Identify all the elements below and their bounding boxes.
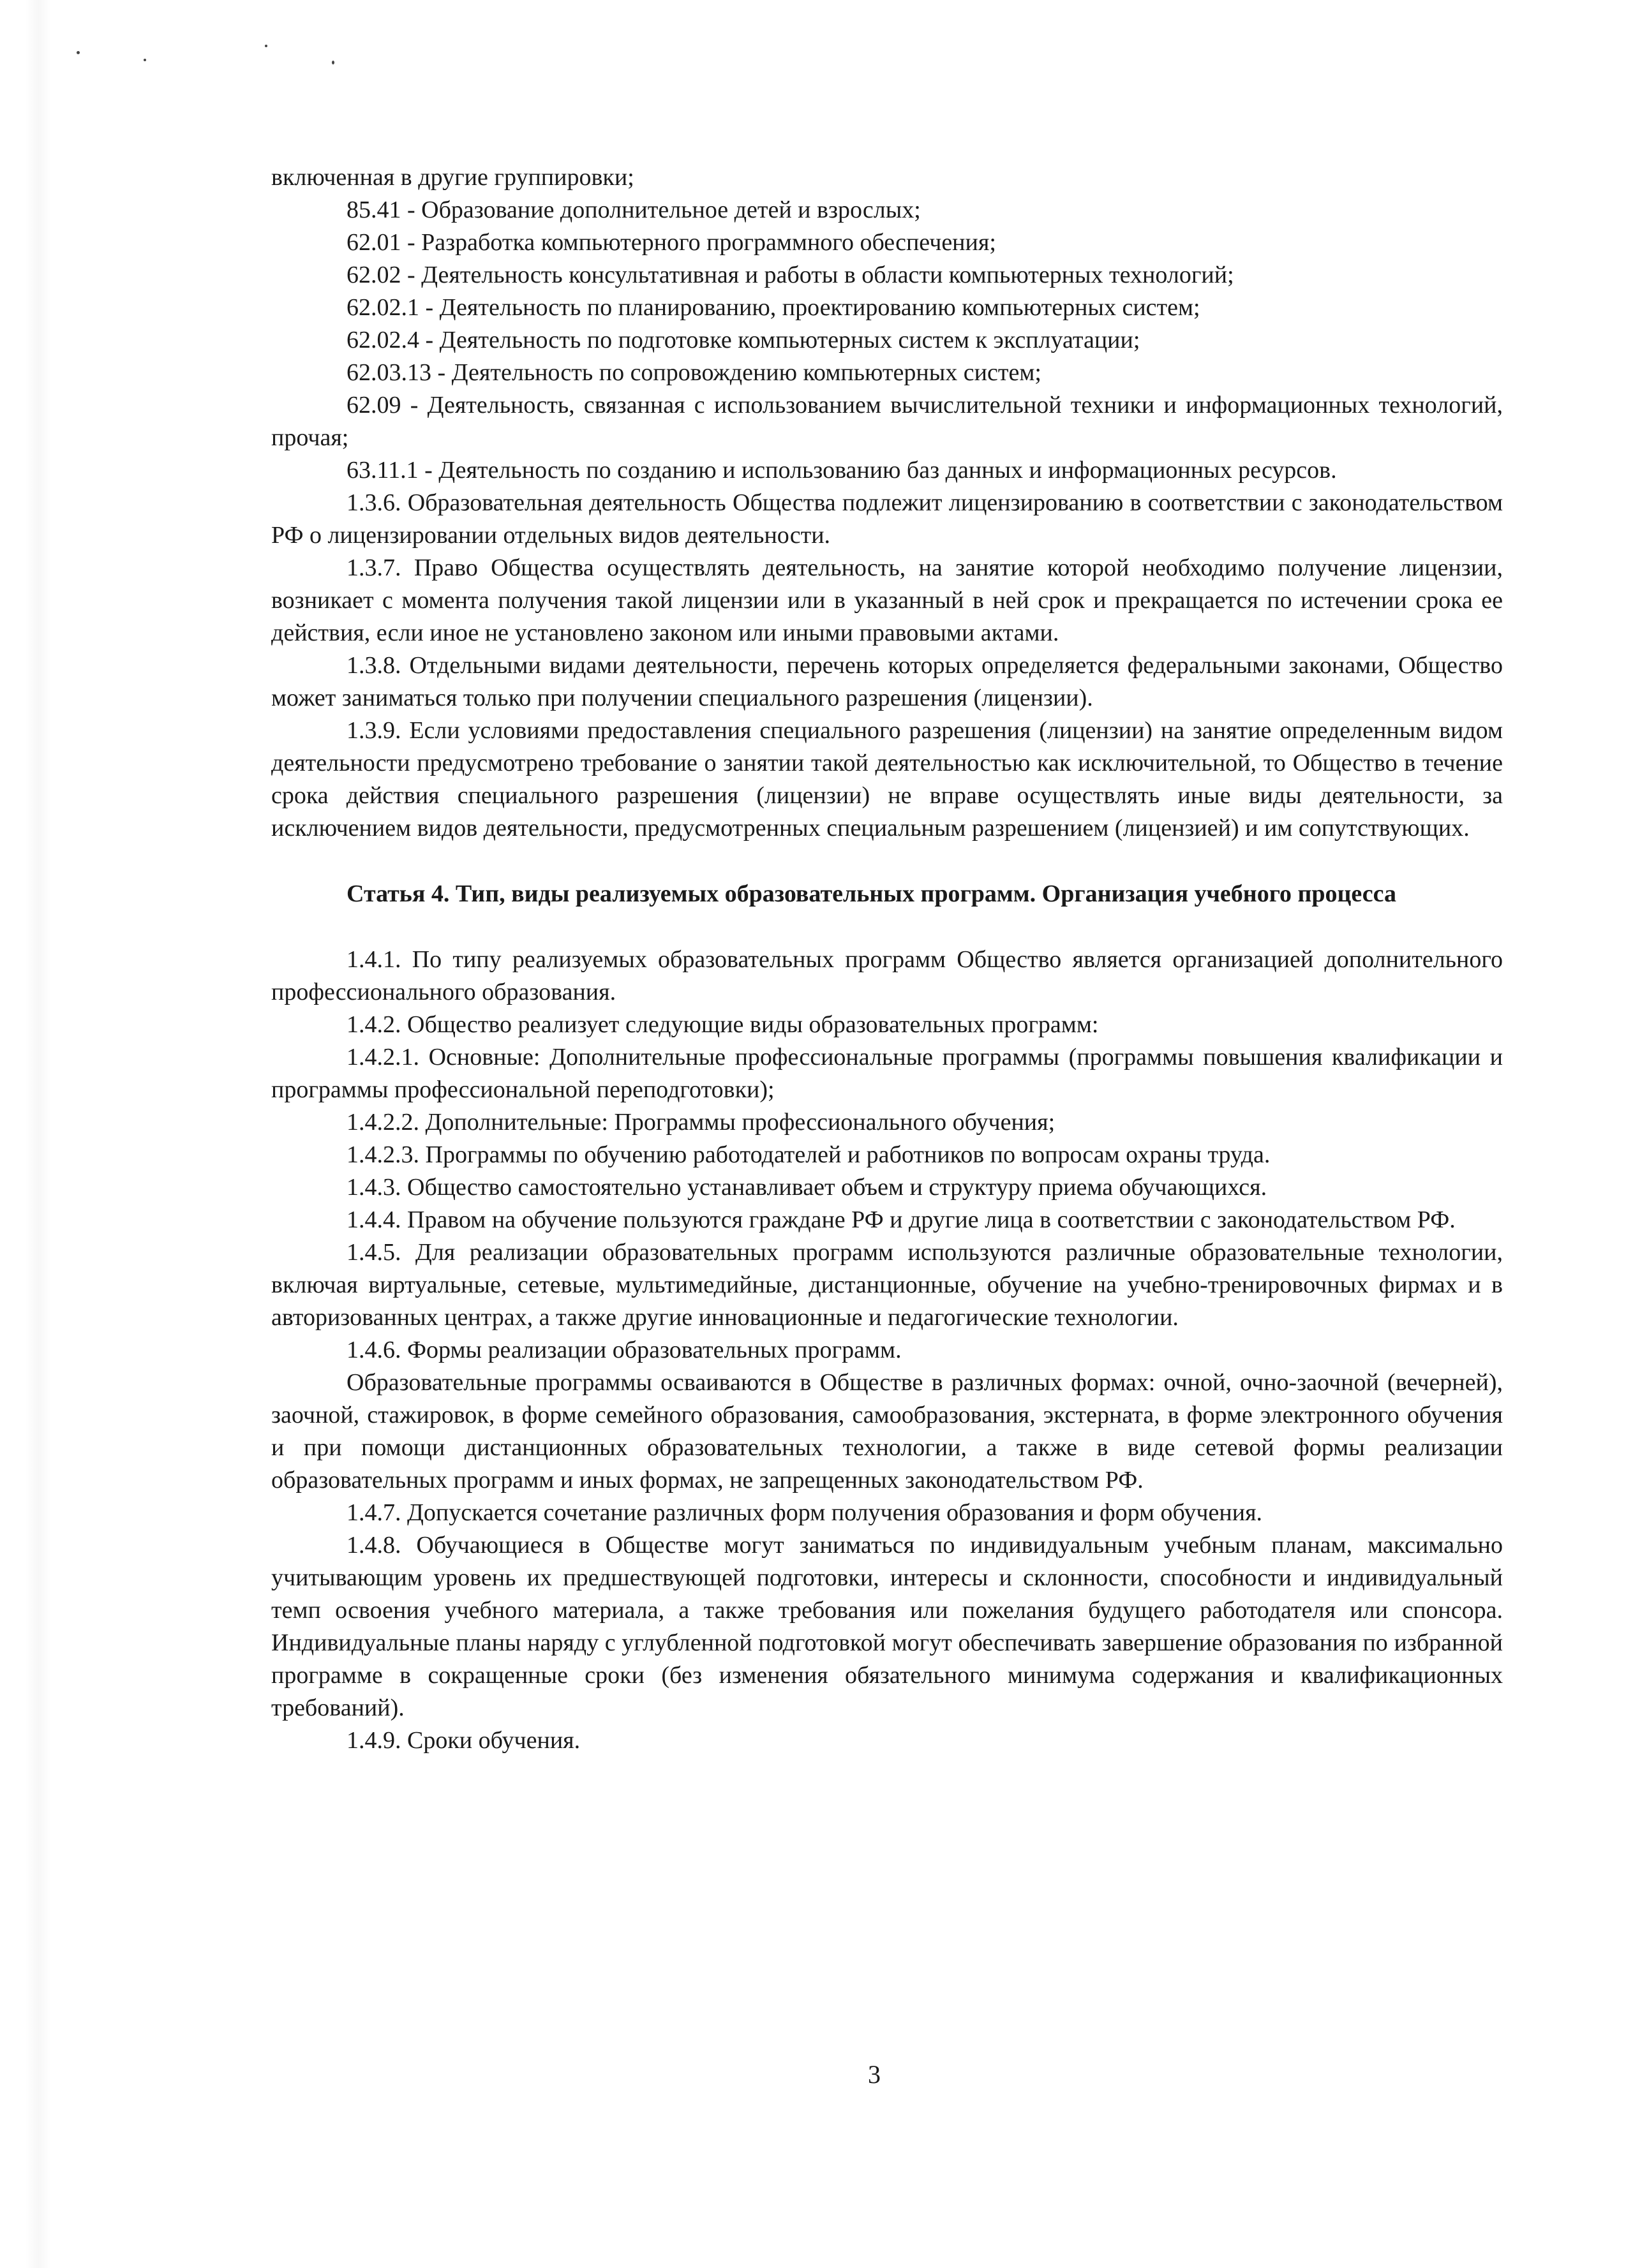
section-after-heading	[271, 944, 1503, 1757]
paragraph: 62.03.13 - Деятельность по сопровождению компьютерных систем;	[347, 359, 1041, 386]
paragraph: 62.01 - Разработка компьютерного программного обеспечения;	[347, 229, 996, 256]
section-before-heading	[271, 161, 1503, 845]
paragraph: 1.4.8. Обучающиеся в Обществе могут заниматься по индивидуальным учебным планам, максимально учитывающим уровень их предшествующей подготовки, интересы и склонности, способности и индивидуальный темп освоения учебного материала, а также требования или пожелания будущего работодателя или спонсора. Индивидуальные планы наряду с углубленной подготовкой могут обеспечивать завершение образования по избранной программе в сокращенные сроки (без изменения обязательного минимума содержания и квалификационных требований).	[271, 1532, 1503, 1721]
paragraph: включенная в другие группировки;	[271, 164, 634, 191]
paragraph: 1.3.8. Отдельными видами деятельности, перечень которых определяется федеральными законами, Общество может заниматься только при получении специального разрешения (лицензии).	[271, 652, 1503, 711]
paragraph: 1.4.4. Правом на обучение пользуются граждане РФ и другие лица в соответствии с законодательством РФ.	[347, 1206, 1456, 1233]
paragraph: 1.4.2.1. Основные: Дополнительные профессиональные программы (программы повышения квалификации и программы профессиональной переподготовки);	[271, 1044, 1503, 1103]
scan-edge-shadow	[26, 0, 51, 2268]
paragraph: 1.3.9. Если условиями предоставления специального разрешения (лицензии) на занятие определенным видом деятельности предусмотрено требование о занятии такой деятельностью как исключительной, то Общество в течение срока действия специального разрешения (лицензии) не вправе осуществлять иные виды деятельности, за исключением видов деятельности, предусмотренных специальным разрешением (лицензией) и им сопутствующих.	[271, 717, 1503, 841]
scan-speck	[77, 51, 80, 54]
paragraph: 1.4.6. Формы реализации образовательных программ.	[347, 1337, 902, 1363]
paragraph: 62.02 - Деятельность консультативная и работы в области компьютерных технологий;	[347, 262, 1234, 288]
paragraph: 62.02.4 - Деятельность по подготовке компьютерных систем к эксплуатации;	[347, 327, 1140, 353]
paragraph: 1.4.2. Общество реализует следующие виды образовательных программ:	[347, 1011, 1099, 1038]
paragraph: 1.3.6. Образовательная деятельность Общества подлежит лицензированию в соответствии с законодательством РФ о лицензировании отдельных видов деятельности.	[271, 489, 1503, 549]
scan-speck	[332, 61, 334, 64]
paragraph: 1.4.9. Сроки обучения.	[347, 1727, 581, 1754]
paragraph: 1.4.5. Для реализации образовательных программ используются различные образовательные технологии, включая виртуальные, сетевые, мультимедийные, дистанционные, обучение на учебно-тренировочных фирмах и в авторизованных центрах, а также другие инновационные и педагогические технологии.	[271, 1239, 1503, 1331]
paragraph: 62.02.1 - Деятельность по планированию, проектированию компьютерных систем;	[347, 294, 1200, 321]
paragraph: 62.09 - Деятельность, связанная с использованием вычислительной техники и информационных технологий, прочая;	[271, 392, 1503, 451]
scan-speck	[265, 45, 267, 47]
article-heading: Статья 4. Тип, виды реализуемых образовательных программ. Организация учебного процесса	[347, 880, 1396, 907]
paragraph: 1.4.7. Допускается сочетание различных форм получения образования и форм обучения.	[347, 1499, 1263, 1526]
paragraph: 63.11.1 - Деятельность по созданию и использованию баз данных и информационных ресурсов.	[347, 457, 1337, 484]
page-number: 3	[868, 2060, 881, 2089]
scan-speck	[144, 59, 146, 61]
paragraph: 1.3.7. Право Общества осуществлять деятельность, на занятие которой необходимо получение лицензии, возникает с момента получения такой лицензии или в указанный в ней срок и прекращается по истечении срока ее действия, если иное не установлено законом или иными правовыми актами.	[271, 554, 1503, 646]
paragraph: 1.4.2.3. Программы по обучению работодателей и работников по вопросам охраны труда.	[347, 1141, 1271, 1168]
paragraph: 1.4.1. По типу реализуемых образовательных программ Общество является организацией дополнительного профессионального образования.	[271, 946, 1503, 1005]
document-body	[271, 161, 1503, 1757]
paragraph: 1.4.3. Общество самостоятельно устанавливает объем и структуру приема обучающихся.	[347, 1174, 1267, 1201]
paragraph: Образовательные программы осваиваются в Обществе в различных формах: очной, очно-заочной (вечерней), заочной, стажировок, в форме семейного образования, самообразования, экстерната, в форме электронного обучения и при помощи дистанционных образовательных технологии, а также в виде сетевой формы реализации образовательных программ и иных формах, не запрещенных законодательством РФ.	[271, 1369, 1503, 1493]
paragraph: 85.41 - Образование дополнительное детей и взрослых;	[347, 196, 921, 223]
paragraph: 1.4.2.2. Дополнительные: Программы профессионального обучения;	[347, 1109, 1055, 1136]
